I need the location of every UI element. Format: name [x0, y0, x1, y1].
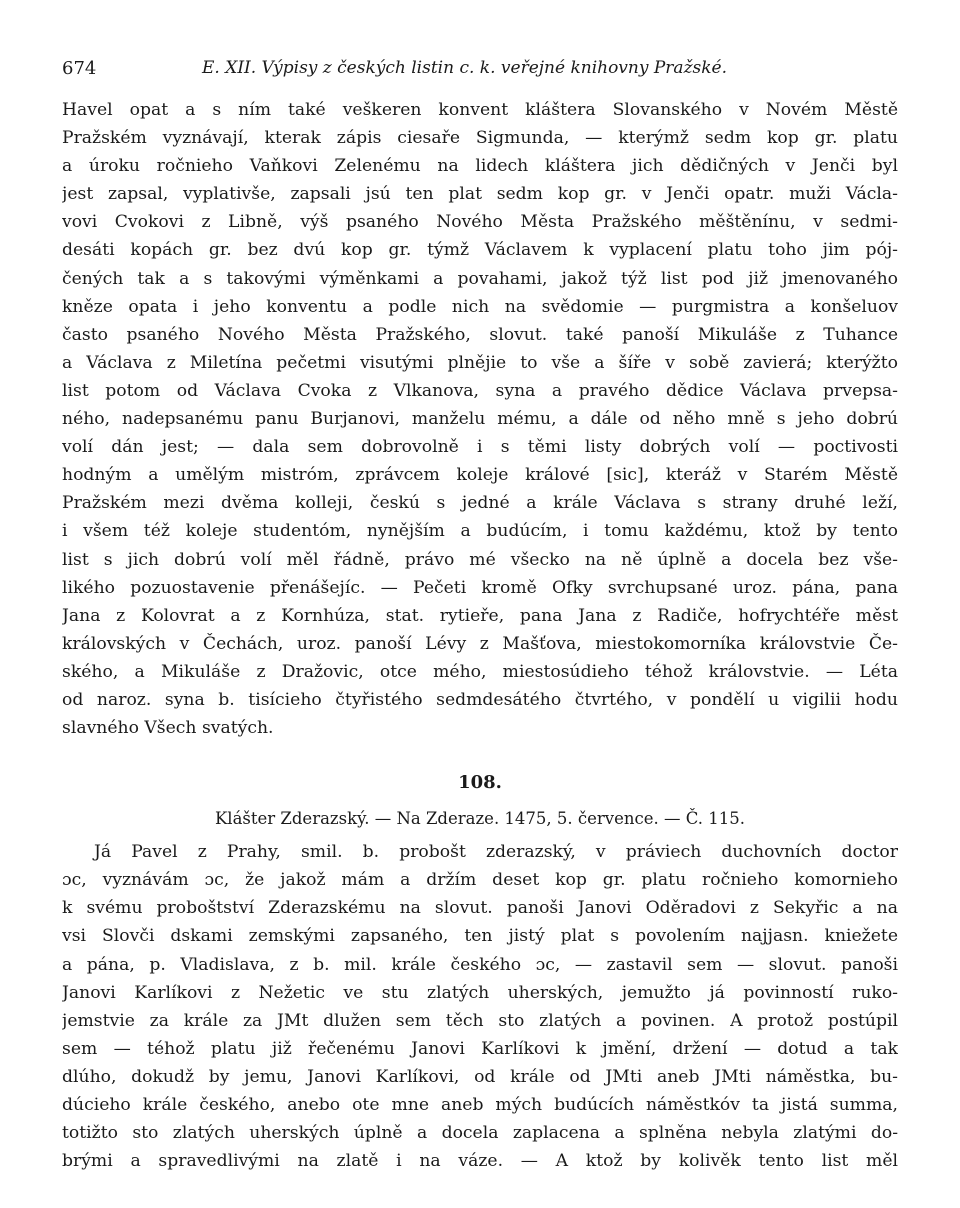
- text-line: Pražském vyznávají, kterak zápis ciesaře Sigmunda, — kterýmž sedm kop gr. platu: [62, 128, 898, 149]
- text-line: dlúho, dokudž by jemu, Janovi Karlíkovi, od krále od JMti aneb JMti náměstka, bu-: [62, 1066, 898, 1087]
- text-line: Pražském mezi dvěma kolleji, českú s jedné a krále Václava s strany druhé leží,: [62, 493, 898, 514]
- text-line: sem — téhož platu již řečenému Janovi Karlíkovi k jmění, držení — dotud a tak: [62, 1038, 898, 1059]
- text-line: likého pozuostavenie přenášejíc. — Pečeti kromě Ofky svrchupsané uroz. pána, pana: [62, 577, 898, 598]
- text-line: čených tak a s takovými výměnkami a povahami, jakož týž list pod již jmenovaného: [62, 268, 898, 289]
- text-line: od naroz. syna b. tisícieho čtyřistého sedmdesátého čtvrtého, v pondělí u vigilii hodu: [62, 689, 898, 710]
- text-line: i všem též koleje studentóm, nynějším a budúcím, i tomu každému, ktož by tento: [62, 521, 898, 542]
- text-line: kněze opata i jeho konventu a podle nich na svědomie — purgmistra a konšeluov: [62, 296, 898, 317]
- document-page: [62, 52, 898, 1175]
- text-line: k svému proboštství Zderazskému na slovut. panoši Janovi Oděradovi z Sekyřic a na: [62, 898, 898, 919]
- text-line: volí dán jest; — dala sem dobrovolně i s těmi listy dobrých volí — poctivosti: [62, 437, 898, 458]
- text-line: ného, nadepsanému panu Burjanovi, manželu mému, a dále od něho mně s jeho dobrú: [62, 409, 898, 430]
- text-line: vovi Cvokovi z Libně, výš psaného Nového Města Pražského měštěnínu, v sedmi-: [62, 212, 898, 233]
- text-line: dúcieho krále českého, anebo ote mne aneb mých budúcích náměstkóv ta jistá summa,: [62, 1095, 898, 1115]
- paragraph-1: [62, 96, 898, 742]
- text-line: a Václava z Miletína pečetmi visutými plnějie to vše a šíře v sobě zavierá; kterýžto: [62, 352, 898, 373]
- text-line: list s jich dobrú volí měl řádně, právo mé všecko na ně úplně a docela bez vše-: [62, 549, 898, 570]
- text-line: Janovi Karlíkovi z Nežetic ve stu zlatých uherských, jemužto já povinností ruko-: [62, 982, 898, 1003]
- text-line: slavného Všech svatých.: [62, 718, 274, 739]
- text-line: jest zapsal, vyplativše, zapsali jsú ten plat sedm kop gr. v Jenči opatr. muži Václa-: [62, 184, 898, 205]
- text-line: ɔc, vyznávám ɔc, že jakož mám a držím deset kop gr. platu ročnieho komornieho: [62, 870, 898, 891]
- text-line: vsi Slovči dskami zemskými zapsaného, ten jistý plat s povolením najjasn. kniežete: [62, 926, 898, 947]
- text-line: totižto sto zlatých uherských úplně a docela zaplacena a splněna nebyla zlatými do-: [62, 1123, 898, 1144]
- text-line: a úroku ročnieho Vaňkovi Zelenému na lidech kláštera jich dědičných v Jenči byl: [62, 156, 898, 177]
- text-line: Havel opat a s ním také veškeren konvent kláštera Slovanského v Novém Městě: [62, 100, 898, 120]
- running-head: [62, 52, 898, 86]
- text-line: desáti kopách gr. bez dvú kop gr. týmž Václavem k vyplacení platu toho jim pój-: [62, 240, 898, 261]
- text-line: Jana z Kolovrat a z Kornhúza, stat. rytieře, pana Jana z Radiče, hofrychtéře měst: [62, 605, 898, 626]
- page-number: 674: [62, 58, 97, 79]
- text-line: brými a spravedlivými na zlatě i na váze. — A ktož by kolivěk tento list měl: [62, 1151, 898, 1172]
- text-line: list potom od Václava Cvoka z Vlkanova, syna a pravého dědice Václava prvepsa-: [62, 380, 898, 401]
- text-line: a pána, p. Vladislava, z b. mil. krále českého ɔc, — zastavil sem — slovut. panoši: [62, 954, 898, 975]
- text-line: hodným a umělým mistróm, zprávcem koleje králové [sic], kteráž v Starém Městě: [62, 465, 898, 486]
- paragraph-2: [62, 838, 898, 1175]
- text-line: Já Pavel z Prahy, smil. b. probošt zderazský, v práviech duchovních doctor: [94, 842, 898, 863]
- text-line: ského, a Mikuláše z Dražovic, otce mého, miestosúdieho téhož královstvie. — Léta: [62, 661, 898, 682]
- document-number: 108.: [458, 772, 502, 794]
- text-line: často psaného Nového Města Pražského, slovut. také panoší Mikuláše z Tuhance: [62, 324, 898, 345]
- text-line: královských v Čechách, uroz. panoší Lévy z Mašťova, miestokomorníka královstvie Če-: [62, 633, 898, 654]
- running-title: E. XII. Výpisy z českých listin c. k. veřejné knihovny Pražské.: [202, 58, 728, 78]
- document-heading: Klášter Zderazský. — Na Zderaze. 1475, 5. července. — Č. 115.: [214, 809, 746, 829]
- text-line: jemstvie za krále za JMt dlužen sem těch sto zlatých a povinen. A protož postúpil: [62, 1010, 898, 1031]
